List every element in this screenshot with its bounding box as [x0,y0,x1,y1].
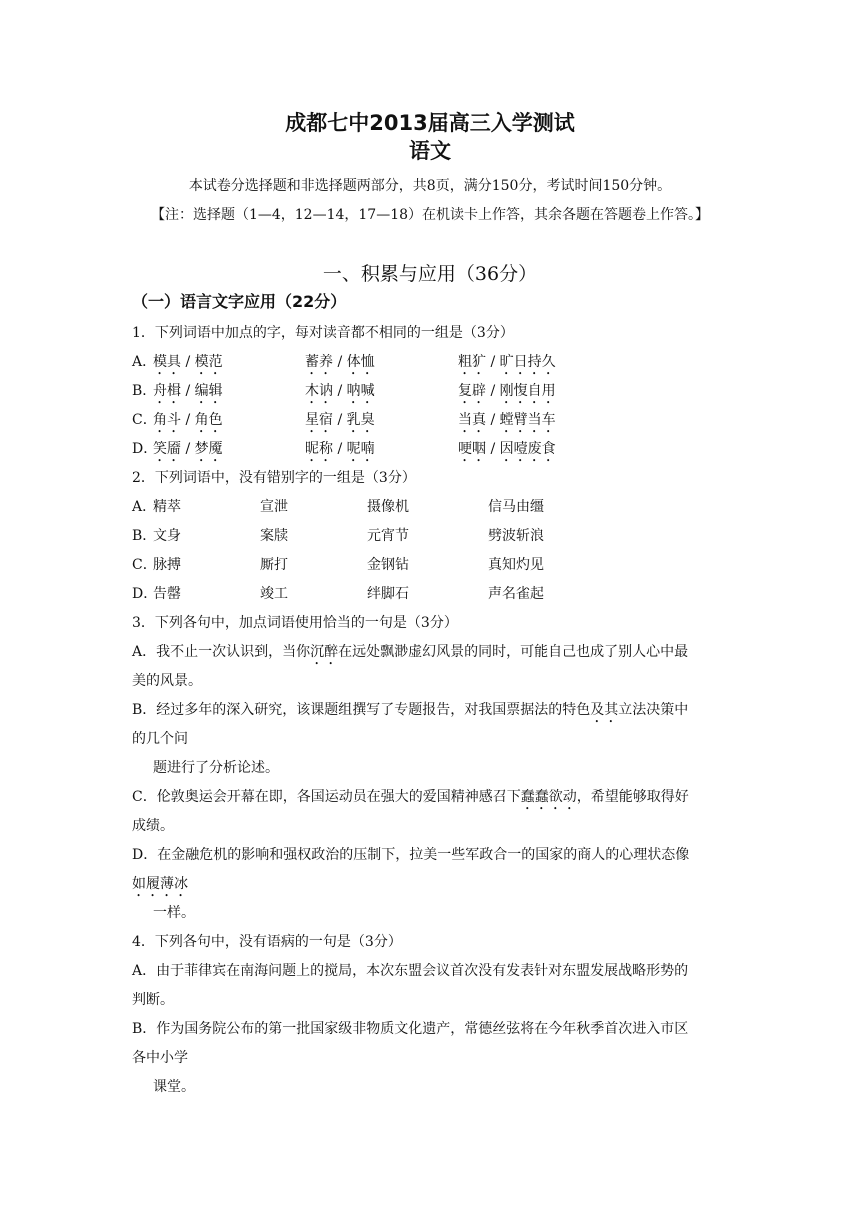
exam-note: 【注：选择题（1—4，12—14，17—18）在机读卡上作答，其余各题在答题卷上作答。】 [150,207,710,223]
q2-option-b-word2: 案牍 [260,528,288,544]
q3-stem: 3．下列各句中，加点词语使用恰当的一句是（3分） [132,615,458,631]
q3-option-d-cont: 如履薄冰 [132,876,188,892]
q2-option-c-word1: 脉搏 [153,557,181,573]
q3-option-c: C．伦敦奥运会开幕在即，各国运动员在强大的爱国精神感召下蠢蠢欲动，希望能够取得好 [132,789,689,805]
q2-option-a-word2: 宣泄 [260,499,288,515]
q3-option-d: D．在金融危机的影响和强权政治的压制下，拉美一些军政合一的国家的商人的心理状态像 [132,847,690,863]
section-title: 一、积累与应用（36分） [322,263,538,285]
q1-stem: 1．下列词语中加点的字，每对读音都不相同的一组是（3分） [132,325,514,341]
q2-option-c-word2: 厮打 [260,557,288,573]
q2-option-b-word4: 劈波斩浪 [488,528,544,544]
q3-option-a-cont: 美的风景。 [132,673,202,689]
q2-option-d-word4: 声名雀起 [488,586,544,602]
q4-option-a: A．由于菲律宾在南海问题上的搅局，本次东盟会议首次没有发表针对东盟发展战略形势的 [132,963,689,979]
exam-title: 成都七中2013届高三入学测试 [285,111,575,135]
q2-option-d-word1: 告罄 [153,586,181,602]
q2-option-c-word4: 真知灼见 [488,557,544,573]
subsection-title: （一）语言文字应用（22分） [132,292,347,311]
q3-option-d-cont2: 一样。 [153,905,195,921]
q2-option-a-label: A． [132,499,157,515]
q3-option-b-cont2: 题进行了分析论述。 [153,760,279,776]
q1-option-d-pair2: 昵称 / 呢喃 [305,441,375,457]
q1-option-a-pair2: 蓄养 / 体恤 [305,354,375,370]
q2-option-b-word3: 元宵节 [367,528,409,544]
q4-option-b: B．作为国务院公布的第一批国家级非物质文化遗产，常德丝弦将在今年秋季首次进入市区 [132,1021,689,1037]
q1-option-a-pair1: 模具 / 模范 [153,354,223,370]
q2-option-c-label: C． [132,557,157,573]
q2-option-b-label: B． [132,528,157,544]
q1-option-d-pair3: 哽咽 / 因噎废食 [458,441,556,457]
q1-option-c-pair1: 角斗 / 角色 [153,412,223,428]
q1-option-a-pair3: 粗犷 / 旷日持久 [458,354,556,370]
q3-option-b: B．经过多年的深入研究，该课题组撰写了专题报告，对我国票据法的特色及其立法决策中 [132,702,689,718]
exam-intro: 本试卷分选择题和非选择题两部分，共8页，满分150分，考试时间150分钟。 [188,178,672,194]
q1-option-b-pair1: 舟楫 / 编辑 [153,383,223,399]
q3-option-b-cont: 的几个问 [132,731,188,747]
subject-title: 语文 [409,139,451,163]
q2-option-d-word3: 绊脚石 [367,586,409,602]
q4-option-b-cont2: 课堂。 [153,1079,195,1095]
q1-option-b-label: B． [132,383,157,399]
q4-option-b-cont: 各中小学 [132,1050,188,1066]
q2-option-a-word1: 精萃 [153,499,181,515]
q1-option-d-label: D． [132,441,158,457]
q3-option-a: A．我不止一次认识到，当你沉醉在远处飘渺虚幻风景的同时，可能自己也成了别人心中最 [132,644,689,660]
q2-option-d-label: D． [132,586,158,602]
q3-option-c-cont: 成绩。 [132,818,174,834]
q1-option-c-pair3: 当真 / 螳臂当车 [458,412,556,428]
q2-option-a-word4: 信马由缰 [488,499,544,515]
q2-option-d-word2: 竣工 [260,586,288,602]
q1-option-a-label: A． [132,354,157,370]
q1-option-b-pair2: 木讷 / 呐喊 [305,383,375,399]
q2-option-b-word1: 文身 [153,528,181,544]
q1-option-b-pair3: 复辟 / 刚愎自用 [458,383,556,399]
q1-option-d-pair1: 笑靥 / 梦魇 [153,441,223,457]
q4-stem: 4．下列各句中，没有语病的一句是（3分） [132,934,402,950]
q1-option-c-label: C． [132,412,157,428]
q2-option-c-word3: 金钢钻 [367,557,409,573]
q4-option-a-cont: 判断。 [132,992,174,1008]
q2-stem: 2．下列词语中，没有错别字的一组是（3分） [132,470,416,486]
q1-option-c-pair2: 星宿 / 乳臭 [305,412,375,428]
q2-option-a-word3: 摄像机 [367,499,409,515]
